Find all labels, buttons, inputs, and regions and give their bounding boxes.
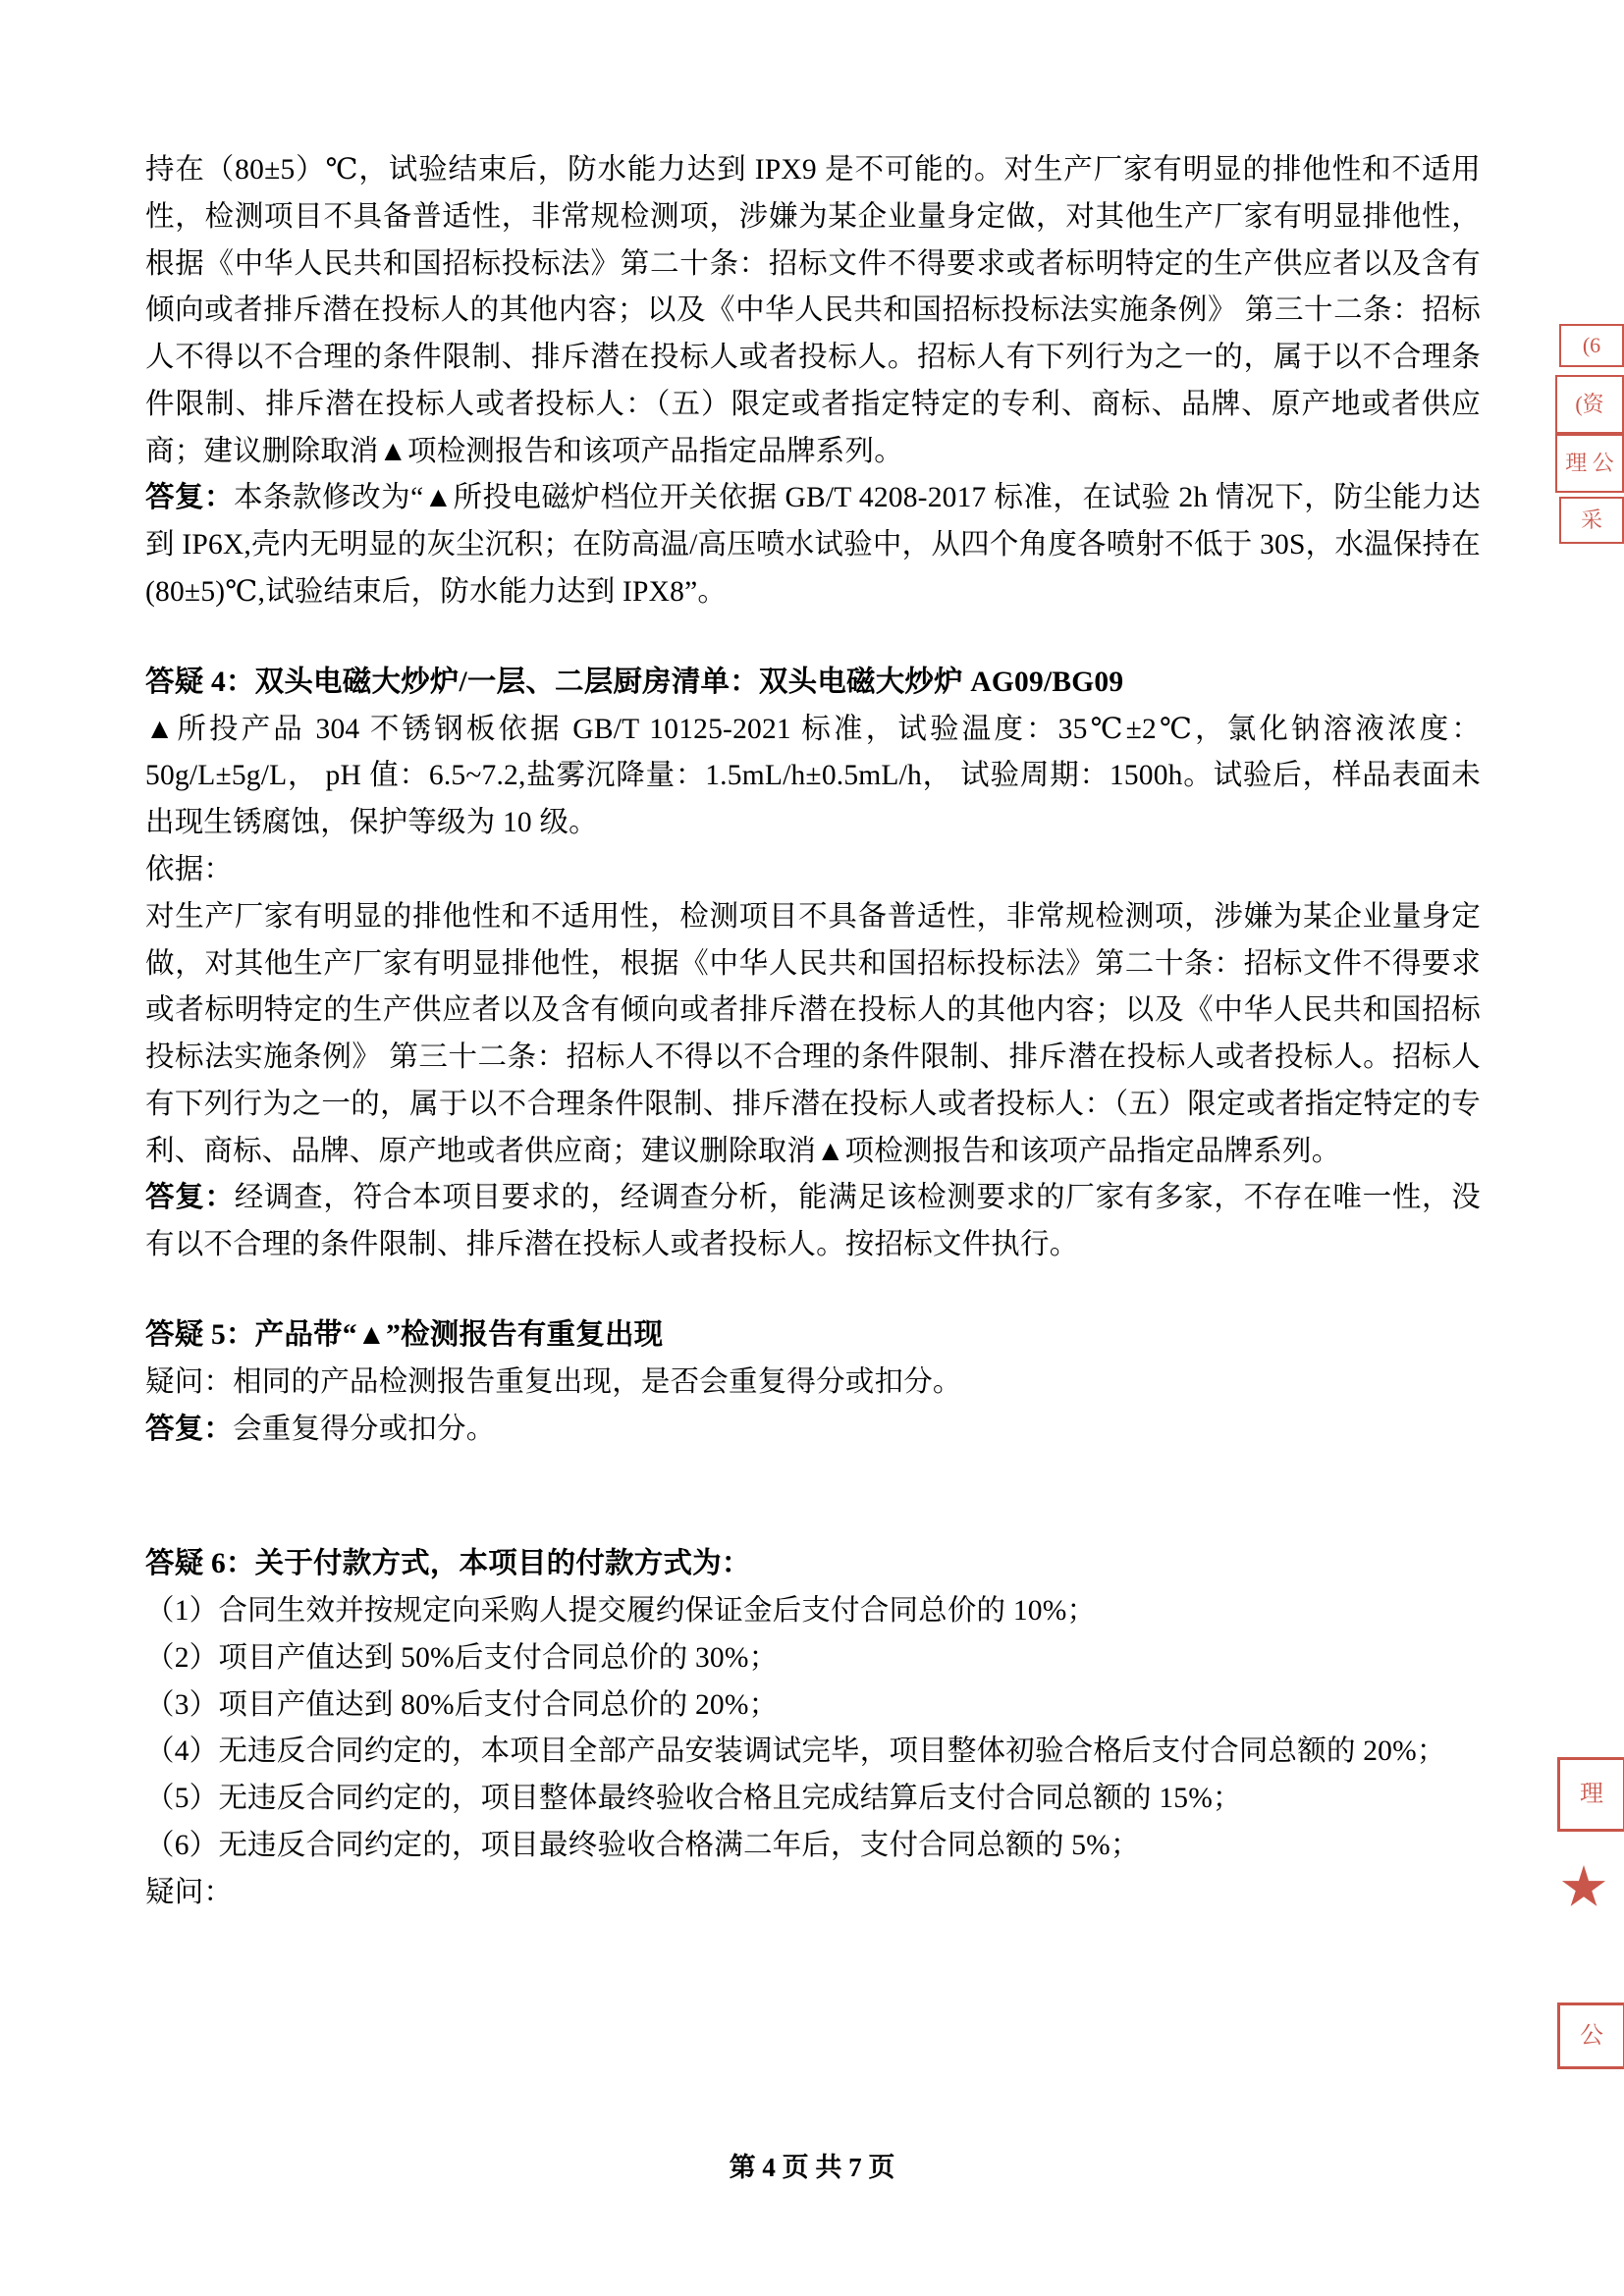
question-5-title: 产品带“▲”检测报告有重复出现 <box>254 1318 664 1351</box>
question-6-item: （6）无违反合同约定的，项目最终验收合格满二年后，支付合同总额的 5%； <box>145 1830 1140 1861</box>
question-5-question-label: 疑问： <box>145 1365 234 1398</box>
question-4-title: 双头电磁大炒炉/一层、二层厨房清单：双头电磁大炒炉 AG09/BG09 <box>254 666 1124 698</box>
paragraph-continued: 持在（80±5）℃，试验结束后，防水能力达到 IPX9 是不可能的。对生产厂家有明显的排他性和不适用性，检测项目不具备普适性，非常规检测项，涉嫌为某企业量身定做，对其他生产厂家有明显排他性，根据《中华人民共和国招标投标法》第二十条：招标文件不得要求或者标明特定的生产供应者以及含有倾向或者排斥潜在投标人的其他内容；以及《中华人民共和国招标投标法实施条例》 第三十二条：招标人不得以不合理的条件限制、排斥潜在投标人或者投标人。招标人有下列行为之一的，属于以不合理条件限制、排斥潜在投标人或者投标人：（五）限定或者指定特定的专利、商标、品牌、原产地或者供应商；建议删除取消▲项检测报告和该项产品指定品牌系列。 <box>145 154 1481 467</box>
question-6-title: 关于付款方式，本项目的付款方式为： <box>254 1548 751 1580</box>
question-5-question <box>145 1360 1481 1407</box>
question-5-question-body: 相同的产品检测报告重复出现，是否会重复得分或扣分。 <box>233 1365 962 1398</box>
question-5-label: 答疑 5： <box>145 1318 255 1351</box>
seal-fragment-6: 公 <box>1557 2002 1624 2069</box>
page-footer: 第 4 页 共 7 页 <box>729 2153 895 2182</box>
question-5-reply <box>145 1407 1481 1454</box>
question-4-basis-label: 依据： <box>145 853 234 885</box>
question-6-item: （1）合同生效并按规定向采购人提交履约保证金后支付合同总价的 10%； <box>145 1595 1097 1628</box>
seal-fragment-2: (资 <box>1555 375 1624 434</box>
seal-fragment-4: 采 <box>1559 497 1624 544</box>
reply-label-1: 答复： <box>145 482 235 514</box>
question-4-reply-label: 答复： <box>145 1182 235 1214</box>
section-spacer <box>145 1269 1481 1312</box>
reply-body-1: 本条款修改为“▲所投电磁炉档位开关依据 GB/T 4208-2017 标准，在试验 2h 情况下，防尘能力达到 IP6X,壳内无明显的灰尘沉积；在防高温/高压喷水试验中，从四个角度各喷射不低于 30S，水温保持在(80±5)℃,试验结束后，防水能力达到 IPX8”。 <box>145 482 1481 609</box>
section-spacer <box>145 616 1481 660</box>
question-5-reply-label: 答复： <box>145 1413 234 1445</box>
question-6-label: 答疑 6： <box>145 1548 255 1580</box>
seal-fragment-5: 理 <box>1557 1757 1624 1832</box>
question-6-heading <box>145 1541 1481 1588</box>
question-4-basis-body: 对生产厂家有明显的排他性和不适用性，检测项目不具备普适性，非常规检测项，涉嫌为某企业量身定做，对其他生产厂家有明显排他性，根据《中华人民共和国招标投标法》第二十条：招标文件不得要求或者标明特定的生产供应者以及含有倾向或者排斥潜在投标人的其他内容；以及《中华人民共和国招标投标法实施条例》 第三十二条：招标人不得以不合理的条件限制、排斥潜在投标人或者投标人。招标人有下列行为之一的，属于以不合理条件限制、排斥潜在投标人或者投标人：（五）限定或者指定特定的专利、商标、品牌、原产地或者供应商；建议删除取消▲项检测报告和该项产品指定品牌系列。 <box>145 900 1481 1167</box>
seal-fragment-3: 理 公 <box>1555 434 1624 493</box>
reply-paragraph-1 <box>145 475 1481 615</box>
question-5-reply-body: 会重复得分或扣分。 <box>233 1413 496 1445</box>
question-6-item: （2）项目产值达到 50%后支付合同总价的 30%； <box>145 1641 779 1674</box>
question-4-body: ▲所投产品 304 不锈钢板依据 GB/T 10125-2021 标准，试验温度：35℃±2℃，氯化钠溶液浓度：50g/L±5g/L， pH 值：6.5~7.2,盐雾沉降量：1.5mL/h±0.5mL/h， 试验周期：1500h。试验后，样品表面未出现生锈腐蚀，保护等级为 10 级。 <box>145 713 1481 839</box>
question-4-reply <box>145 1175 1481 1269</box>
document-body <box>145 147 1481 1917</box>
question-4-label: 答疑 4： <box>145 666 255 698</box>
question-6-item: （3）项目产值达到 80%后支付合同总价的 20%； <box>145 1688 779 1721</box>
section-spacer-large <box>145 1453 1481 1541</box>
question-4-heading <box>145 660 1481 707</box>
seal-stamp-top <box>1555 324 1624 540</box>
question-6-question-label: 疑问： <box>145 1876 234 1908</box>
question-4-reply-body: 经调查，符合本项目要求的，经调查分析，能满足该检测要求的厂家有多家，不存在唯一性，没有以不合理的条件限制、排斥潜在投标人或者投标人。按招标文件执行。 <box>145 1182 1481 1261</box>
question-6-item: （4）无违反合同约定的，本项目全部产品安装调试完毕，项目整体初验合格后支付合同总额的 20%； <box>145 1735 1446 1768</box>
seal-stamp-bottom <box>1555 1757 1624 2081</box>
question-6-item: （5）无违反合同约定的，项目整体最终验收合格且完成结算后支付合同总额的 15%； <box>145 1783 1242 1815</box>
question-5-heading <box>145 1312 1481 1360</box>
seal-fragment-1: (6 <box>1559 324 1624 367</box>
star-icon <box>1561 1865 1606 1910</box>
